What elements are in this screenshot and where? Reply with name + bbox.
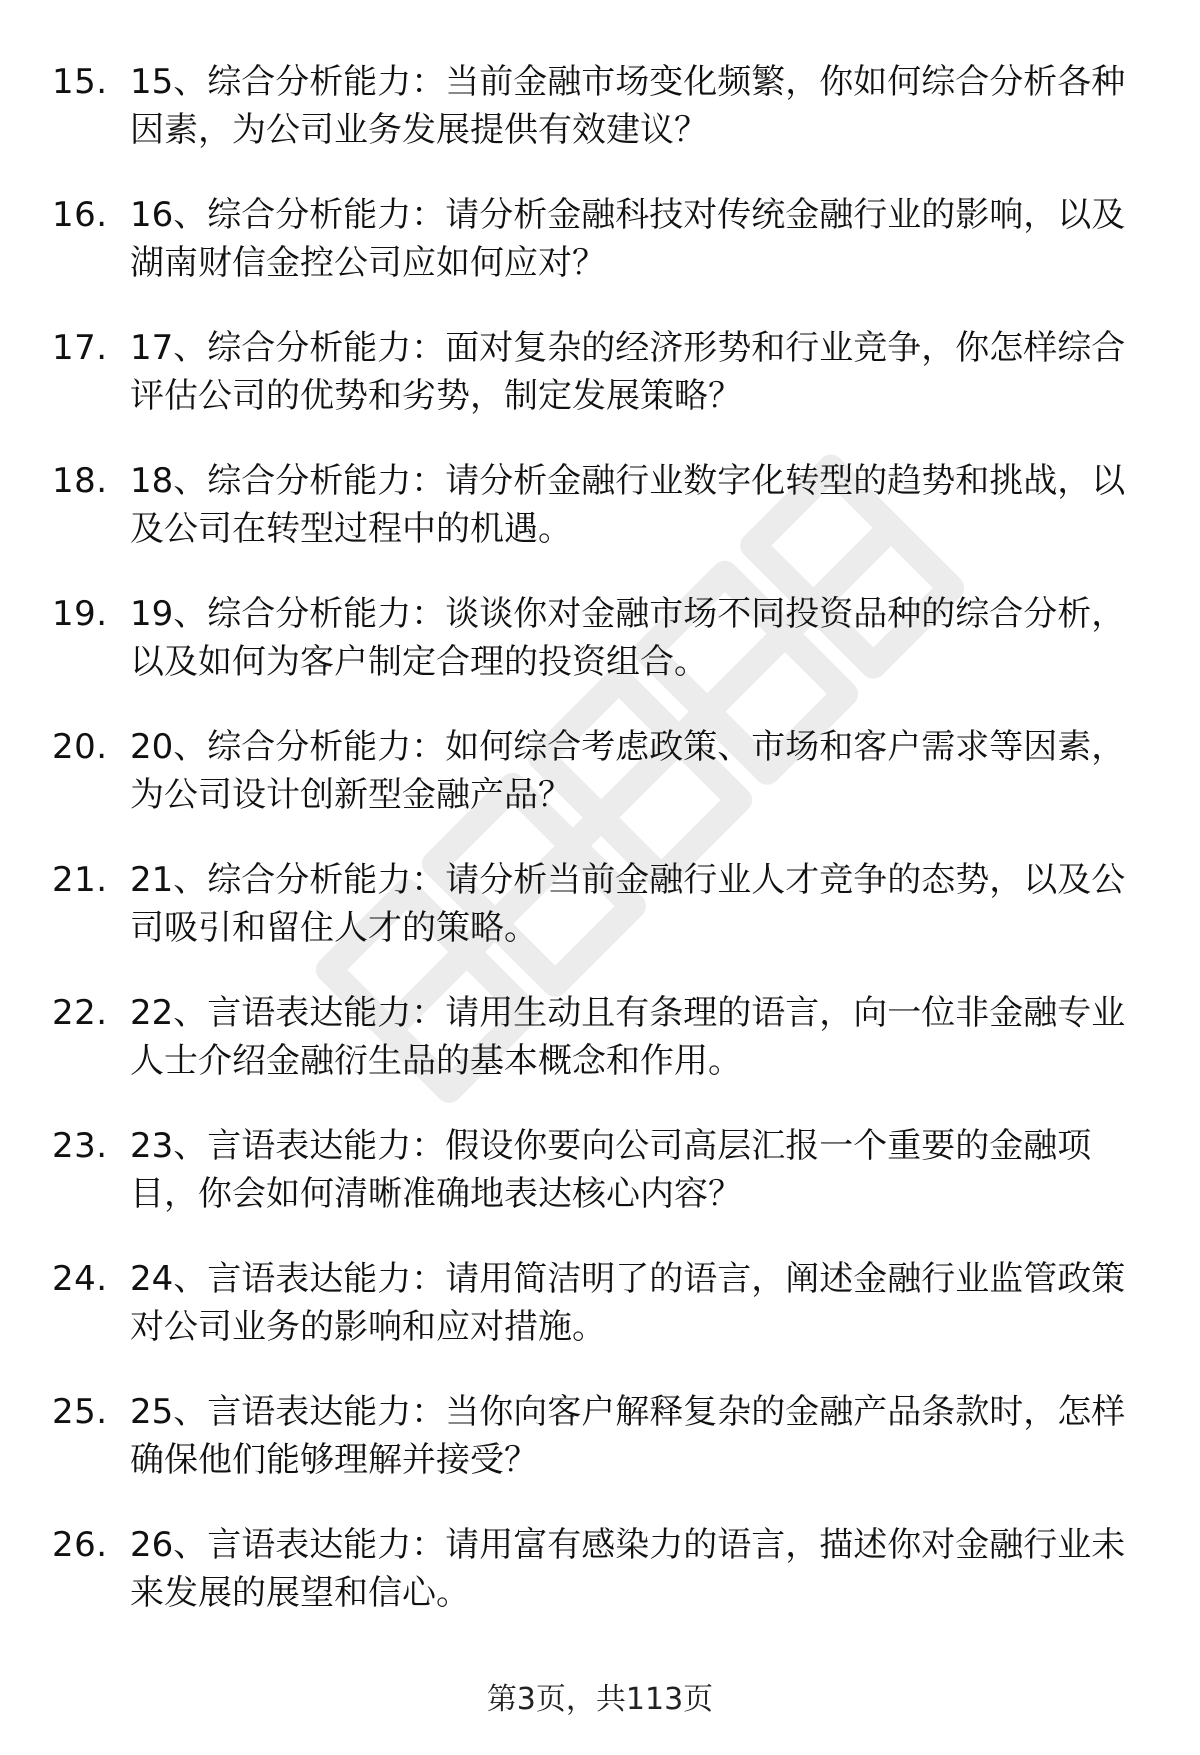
list-item — [52, 1122, 1152, 1255]
question-number: 22. — [52, 993, 108, 1033]
list-item — [52, 1255, 1152, 1388]
question-text: 24、言语表达能力：请用简洁明了的语言，阐述金融行业监管政策对公司业务的影响和应对措施。 — [130, 1259, 1126, 1347]
question-number: 25. — [52, 1392, 108, 1432]
question-text: 20、综合分析能力：如何综合考虑政策、市场和客户需求等因素，为公司设计创新型金融产品？ — [130, 727, 1126, 815]
question-text: 18、综合分析能力：请分析金融行业数字化转型的趋势和挑战，以及公司在转型过程中的机遇。 — [130, 461, 1126, 549]
list-item — [52, 590, 1152, 723]
question-text: 25、言语表达能力：当你向客户解释复杂的金融产品条款时，怎样确保他们能够理解并接受？ — [130, 1392, 1126, 1480]
question-number: 18. — [52, 461, 108, 501]
list-item — [52, 856, 1152, 989]
page-number-label: 第3页，共113页 — [486, 1682, 714, 1717]
list-item — [52, 989, 1152, 1122]
list-item — [52, 1521, 1152, 1654]
list-item — [52, 191, 1152, 324]
question-text: 15、综合分析能力：当前金融市场变化频繁，你如何综合分析各种因素，为公司业务发展提供有效建议？ — [130, 62, 1126, 150]
question-text: 16、综合分析能力：请分析金融科技对传统金融行业的影响，以及湖南财信金控公司应如何应对？ — [130, 195, 1126, 283]
question-number: 16. — [52, 195, 108, 235]
question-number: 19. — [52, 594, 108, 634]
question-text: 19、综合分析能力：谈谈你对金融市场不同投资品种的综合分析，以及如何为客户制定合理的投资组合。 — [130, 594, 1126, 682]
question-number: 21. — [52, 860, 108, 900]
question-text: 21、综合分析能力：请分析当前金融行业人才竞争的态势，以及公司吸引和留住人才的策略。 — [130, 860, 1126, 948]
list-item — [52, 58, 1152, 191]
question-number: 26. — [52, 1525, 108, 1565]
question-text: 23、言语表达能力：假设你要向公司高层汇报一个重要的金融项目，你会如何清晰准确地表达核心内容？ — [130, 1126, 1092, 1214]
question-list — [52, 58, 1152, 1654]
question-number: 24. — [52, 1259, 108, 1299]
list-item — [52, 324, 1152, 457]
question-number: 23. — [52, 1126, 108, 1166]
question-text: 17、综合分析能力：面对复杂的经济形势和行业竞争，你怎样综合评估公司的优势和劣势，制定发展策略？ — [130, 328, 1126, 416]
question-text: 22、言语表达能力：请用生动且有条理的语言，向一位非金融专业人士介绍金融衍生品的基本概念和作用。 — [130, 993, 1126, 1081]
list-item — [52, 457, 1152, 590]
question-number: 20. — [52, 727, 108, 767]
question-number: 15. — [52, 62, 108, 102]
page-footer — [0, 1680, 1200, 1720]
question-text: 26、言语表达能力：请用富有感染力的语言，描述你对金融行业未来发展的展望和信心。 — [130, 1525, 1126, 1613]
list-item — [52, 1388, 1152, 1521]
list-item — [52, 723, 1152, 856]
question-number: 17. — [52, 328, 108, 368]
